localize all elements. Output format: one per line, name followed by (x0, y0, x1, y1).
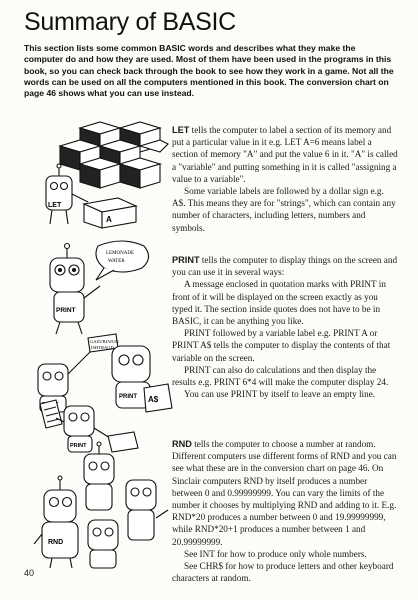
speech-2-line-2: ISHTRAGD (91, 345, 114, 350)
page-number: 40 (24, 568, 35, 578)
robot-rnd-1 (84, 442, 114, 510)
print-illustration (32, 236, 172, 412)
speech-1-line-2: WATER (108, 259, 125, 264)
robot-rnd-3 (34, 476, 78, 568)
print-paragraph-1: tells the computer to display things on the screen and you can use it in several ways: (172, 255, 398, 278)
rnd-paragraph-3: See CHR$ for how to produce letters and other keyboard characters at random. (172, 561, 394, 584)
page-title: Summary of BASIC (24, 8, 236, 36)
memory-cubes (60, 122, 168, 188)
intro-paragraph: This section lists some common BASIC words and describes what they make the computer do and how they are used. Most of them have been used in the programs in this book, so you can check back through the book to see how they work in a game. Not all the words can be used on all the computers mentioned in this book. The conversion chart on page 46 shows what you can use instead. (24, 43, 394, 99)
rnd-section (172, 438, 400, 584)
tag-label-a-dollar: A$ (148, 395, 159, 404)
print-paragraph-3: PRINT followed by a variable label e.g. PRINT A or PRINT A$ tells the computer to display the contents of that variable on the screen. (172, 328, 391, 363)
box-label-a: A (106, 215, 112, 224)
let-illustration (40, 118, 168, 228)
print-paragraph-4: PRINT can also do calculations and then display the results e.g. PRINT 6*4 will make the computer display 24. (172, 364, 389, 388)
let-section (172, 124, 398, 234)
print-paragraph-5: You can use PRINT by itself to leave an empty line. (184, 389, 376, 400)
rnd-paragraph-1: tells the computer to choose a number at random. Different computers use different forms of RND and you can see what these are in the conversion chart on page 46. On Sinclair computers RND by itself produces a number between 0 and 0.99999999. You can vary the limits of the number it chooses by multiplying RND and adding to it. E.g. RND*20 produces a number between 0 and 19.99999999, while RND*20+1 produces a number between 1 and 20.99999999. (172, 439, 397, 547)
print-section (172, 254, 400, 400)
let-paragraph-2: Some variable labels are followed by a dollar sign e.g. A$. This means they are for "strings", which can contain any number of characters, including letters, numbers and symbols. (172, 186, 396, 233)
rnd-illustration (32, 440, 172, 570)
robot-rnd-4 (88, 520, 118, 568)
robot-print-1 (50, 244, 100, 335)
speech-1-line-1: LEMONADE (106, 251, 135, 256)
let-paragraph-1: tells the computer to label a section of its memory and put a particular value in it e.g. LET A=6 means label a section of memory "A" and put the value 6 in it. "A" is called a "variable" and putting something in it is called "assigning a value to a variable". (172, 125, 398, 184)
robot-label-print-3: PRINT (119, 394, 137, 400)
print-keyword: PRINT (172, 255, 200, 265)
rnd-paragraph-2: See INT for how to produce only whole numbers. (184, 548, 367, 559)
robot-rnd-2 (126, 480, 168, 540)
rnd-keyword: RND (172, 439, 192, 449)
robot-label-print-4: PRINT (70, 443, 87, 449)
speech-2-line-1: GAZUBLWUG (90, 339, 119, 344)
box-label-let: LET (48, 202, 62, 209)
robot-label-rnd: RND (48, 539, 64, 546)
print-paragraph-2: A message enclosed in quotation marks with PRINT in front of it will be displayed on the screen exactly as you typed it. The section inside quotes does not have to be in BASIC, it can be anything you like. (172, 279, 386, 327)
let-keyword: LET (172, 125, 190, 135)
robot-label-print-1: PRINT (56, 307, 76, 314)
